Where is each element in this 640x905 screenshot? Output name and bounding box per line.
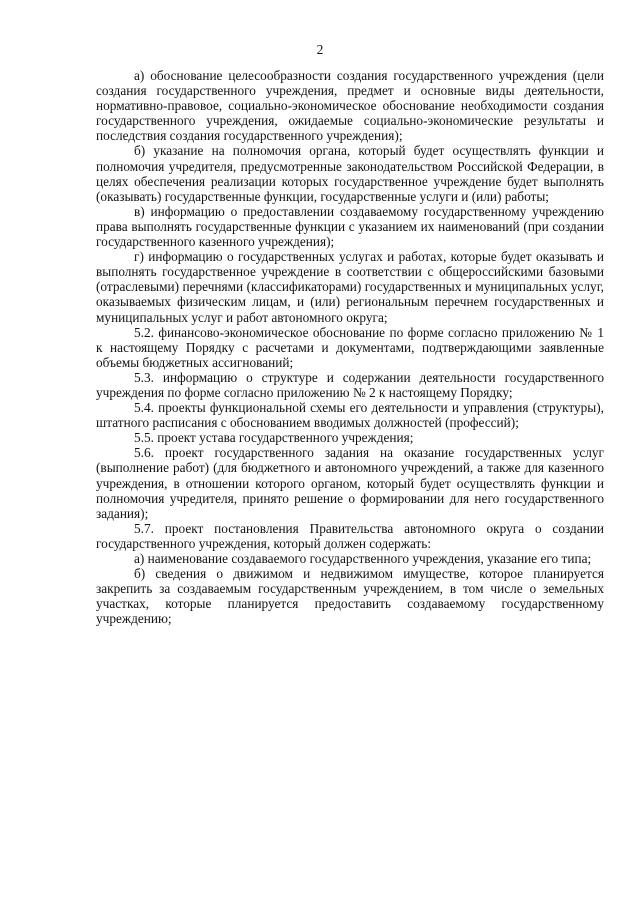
paragraph-g-services: г) информацию о государственных услугах и работах, которые будет оказывать и выполнять государственное учреждение в соответствии с общероссийскими базовыми (отраслевыми) перечнями (классификаторами) государственных и муниципальных услуг, оказываемых физическим лицам, и (или) региональным перечнем государственных и муниципальных услуг и работ автономного округа; <box>96 249 604 325</box>
paragraph-v-functions: в) информацию о предоставлении создаваемому государственному учреждению права выполнять государственные функции с указанием их наименований (при создании государственного казенного учреждения); <box>96 203 604 250</box>
document-body <box>96 68 604 626</box>
page-number: 2 <box>316 42 324 57</box>
paragraph-5-4: 5.4. проекты функциональной схемы его деятельности и управления (структуры), штатного расписания с обоснованием вводимых должностей (профессий); <box>96 400 604 431</box>
paragraph-b-property: б) сведения о движимом и недвижимом имуществе, которое планируется закрепить за создаваемым государственным учреждением, в том числе о земельных участках, которые планируется предоставить создаваемому государственному учреждению; <box>96 566 604 627</box>
paragraph-a-justification: а) обоснование целесообразности создания государственного учреждения (цели создания государственного учреждения, предмет и основные виды деятельности, нормативно-правовое, социально-экономическое обоснование необходимости создания государственного учреждения, ожидаемые социально-экономические результаты и последствия создания государственного учреждения); <box>96 68 604 144</box>
paragraph-a-name-type: а) наименование создаваемого государственного учреждения, указание его типа; <box>134 551 592 566</box>
paragraph-5-2: 5.2. финансово-экономическое обоснование по форме согласно приложению № 1 к настоящему Порядку с расчетами и документами, подтверждающими заявленные объемы бюджетных ассигнований; <box>96 324 604 370</box>
paragraph-5-6: 5.6. проект государственного задания на оказание государственных услуг (выполнение работ) (для бюджетного и автономного учреждений, а также для казенного учреждения, в отношении которого органом, который будет осуществлять функции и полномочия учредителя, принято решение о формировании для него государственного задания); <box>96 445 604 521</box>
paragraph-5-5: 5.5. проект устава государственного учреждения; <box>134 430 414 446</box>
paragraph-5-7: 5.7. проект постановления Правительства автономного округа о создании государственного учреждения, который должен содержать: <box>96 520 604 551</box>
paragraph-b-founder-powers: б) указание на полномочия органа, который будет осуществлять функции и полномочия учредителя, предусмотренные законодательством Российской Федерации, в целях обеспечения реализации которых государственное учреждение будет выполнять (оказывать) государственные функции, государственные услуги и (или) работы; <box>96 143 604 204</box>
paragraph-5-3: 5.3. информацию о структуре и содержании деятельности государственного учреждения по форме согласно приложению № 2 к настоящему Порядку; <box>96 369 604 400</box>
